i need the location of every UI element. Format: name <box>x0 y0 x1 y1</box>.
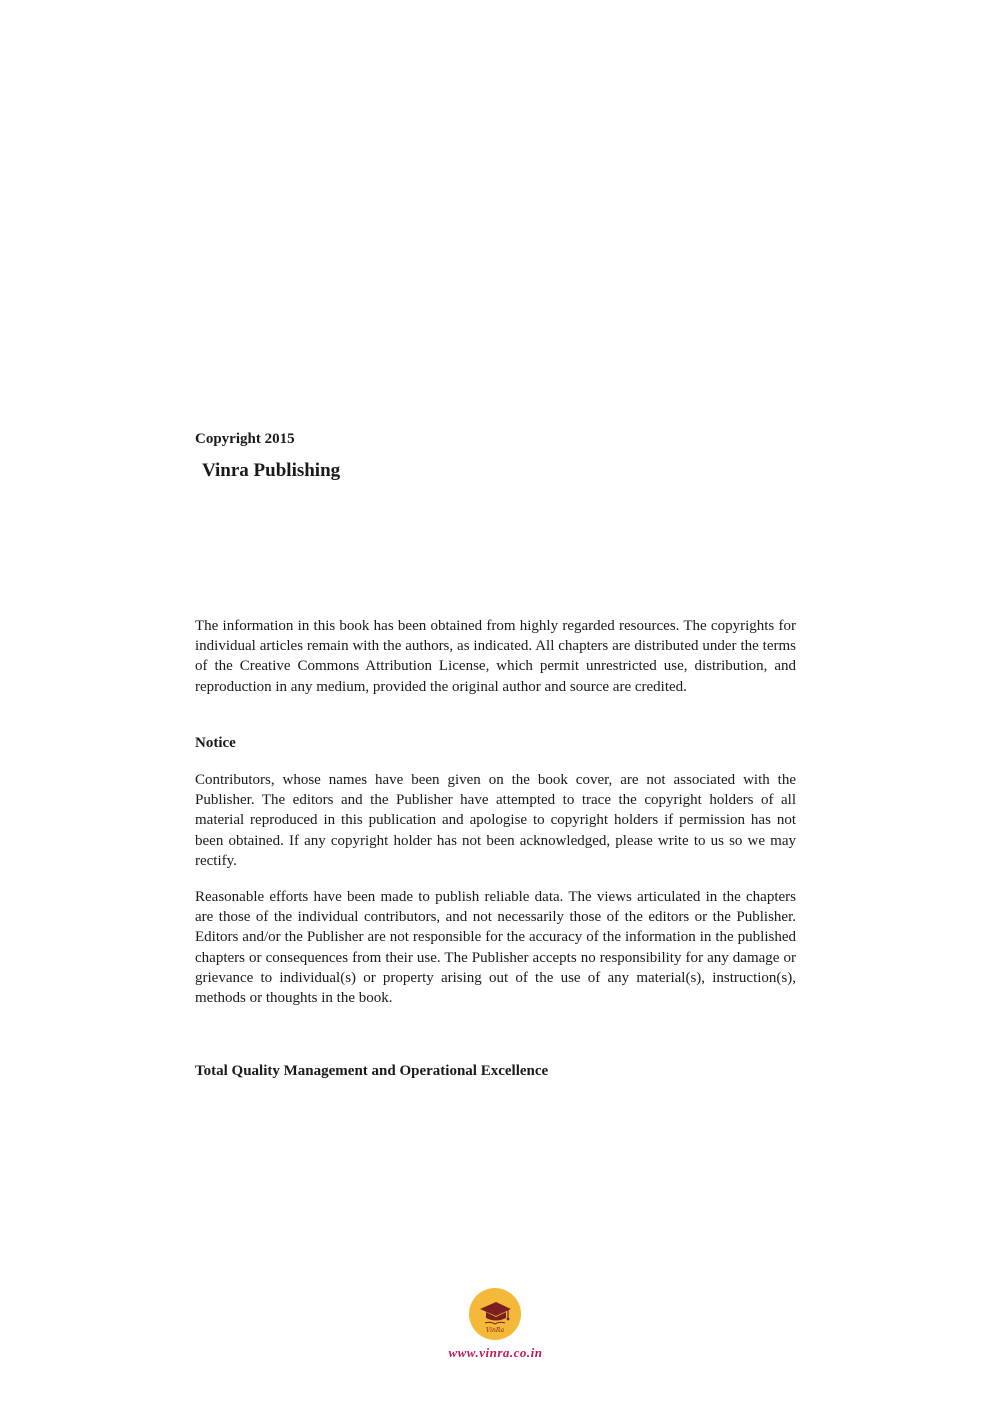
website-url-text: www.vinra.co.in <box>448 1345 543 1360</box>
logo-wordmark: VinRa <box>485 1327 505 1334</box>
copyright-line: Copyright 2015 <box>195 431 295 447</box>
contributors-paragraph: Contributors, whose names have been given on the book cover, are not associated with the Publisher. The editors and the Publisher have attempted to trace the copyright holders of all material reproduced in this publication and apologise to copyright holders if permission has not been obtained. If any copyright holder has not been acknowledged, please write to us so we may rectify. <box>195 772 796 869</box>
website-url[interactable] <box>0 1344 991 1362</box>
notice-heading: Notice <box>195 735 236 751</box>
vinra-logo-icon <box>468 1287 522 1341</box>
info-paragraph: The information in this book has been obtained from highly regarded resources. The copyrights for individual articles remain with the authors, as indicated. All chapters are distributed under the terms of the Creative Commons Attribution License, which permit unrestricted use, distribution, and reproduction in any medium, provided the original author and source are credited. <box>195 618 796 695</box>
reasonable-efforts-paragraph: Reasonable efforts have been made to publish reliable data. The views articulated in the chapters are those of the individual contributors, and not necessarily those of the editors or the Publisher. Editors and/or the Publisher are not responsible for the accuracy of the information in the published chapters or consequences from their use. The Publisher accepts no responsibility for any damage or grievance to individual(s) or property arising out of the use of any material(s), instruction(s), methods or thoughts in the book. <box>195 889 796 1007</box>
publisher-name: Vinra Publishing <box>202 460 341 481</box>
book-title: Total Quality Management and Operational Excellence <box>195 1063 549 1079</box>
